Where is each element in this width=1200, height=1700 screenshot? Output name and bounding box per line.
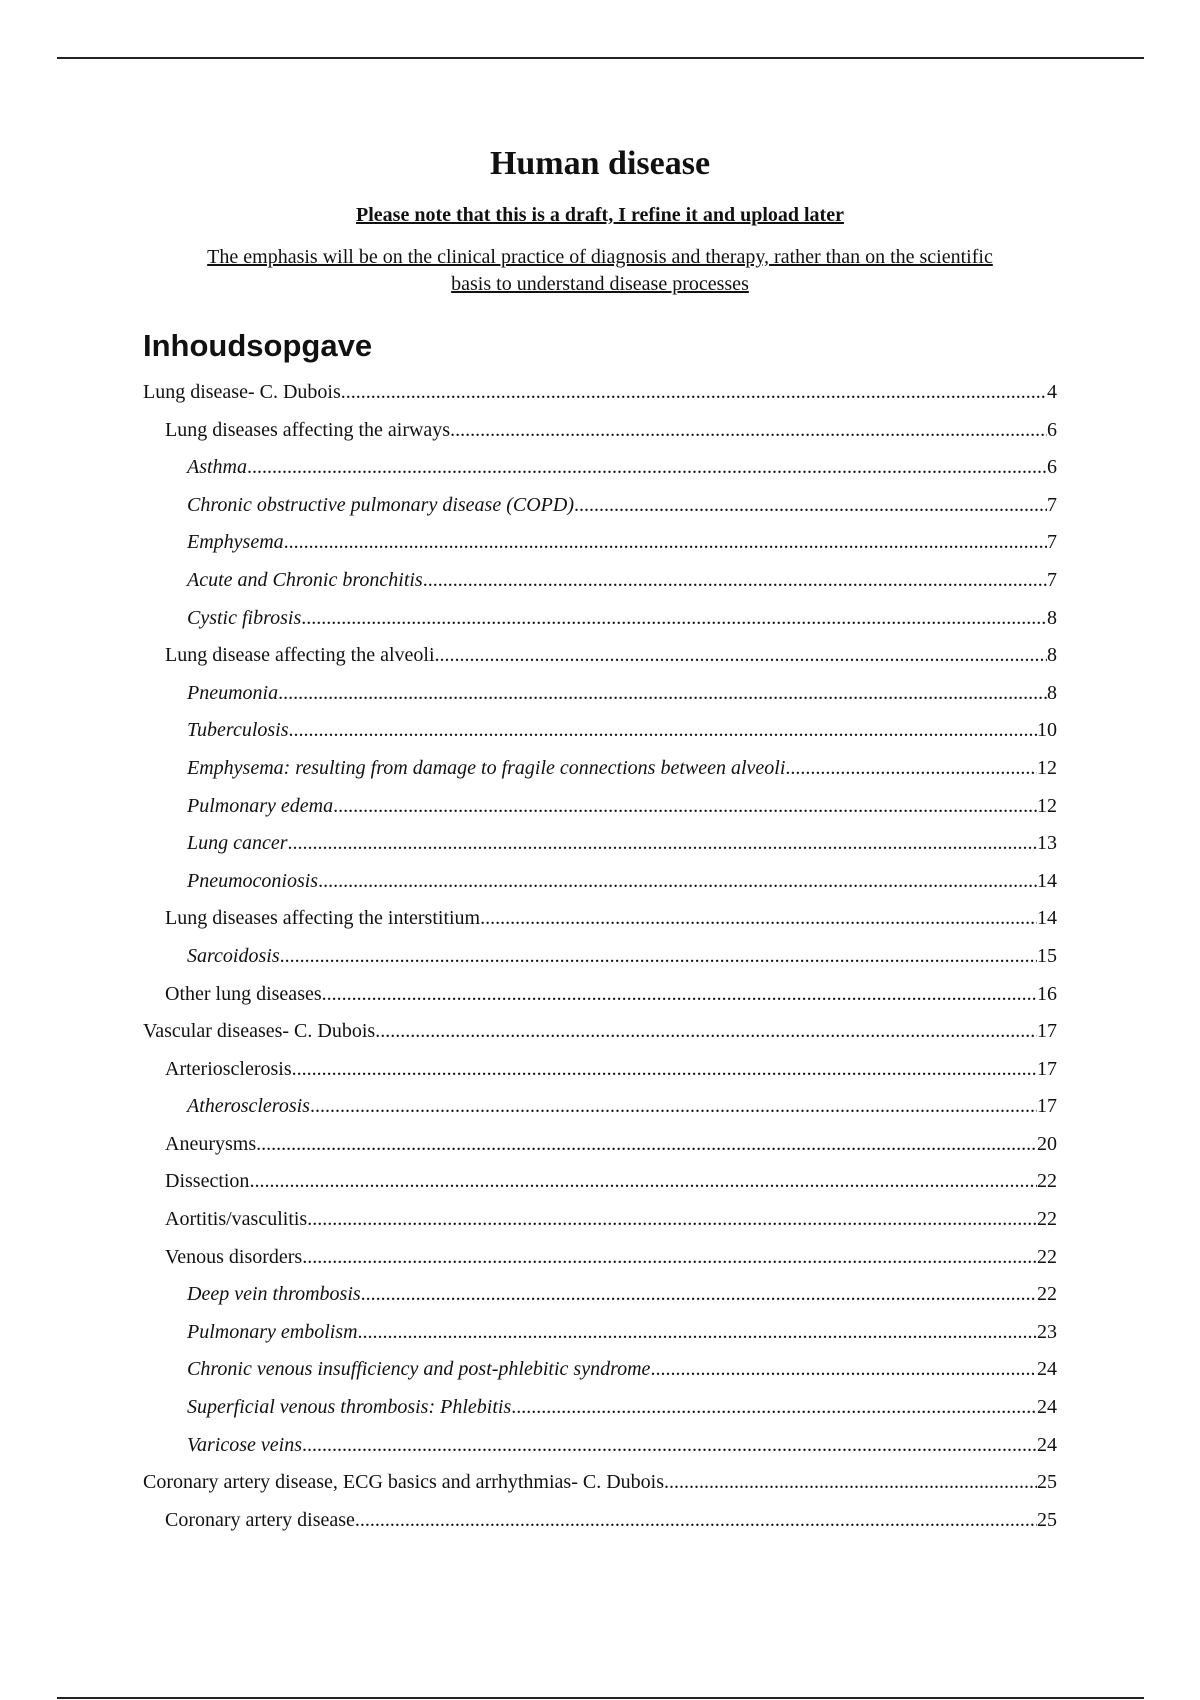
toc-entry-page-number: 10: [1037, 719, 1057, 742]
toc-dot-leader: [423, 562, 1047, 600]
toc-entry-page-number: 23: [1037, 1320, 1057, 1343]
emphasis-statement: [143, 244, 1057, 298]
toc-dot-leader: [280, 938, 1037, 976]
toc-entry[interactable]: [143, 1427, 1057, 1465]
toc-entry-page-number: 22: [1037, 1245, 1057, 1268]
document-header: [143, 142, 1057, 298]
toc-entry-page-number: 7: [1047, 568, 1057, 591]
document-title: Human disease: [489, 145, 711, 182]
toc-dot-leader: [574, 487, 1047, 525]
toc-entry-title: Emphysema: resulting from damage to fragile connections between alveoli: [187, 756, 786, 779]
toc-entry[interactable]: [143, 1126, 1057, 1164]
toc-entry[interactable]: [143, 449, 1057, 487]
toc-dot-leader: [664, 1464, 1037, 1502]
toc-entry-page-number: 14: [1037, 869, 1057, 892]
toc-entry[interactable]: [143, 675, 1057, 713]
toc-entry-title: Lung diseases affecting the interstitium: [165, 907, 481, 930]
toc-dot-leader: [450, 412, 1047, 450]
toc-dot-leader: [785, 750, 1037, 788]
toc-entry[interactable]: [143, 412, 1057, 450]
toc-dot-leader: [310, 1088, 1037, 1126]
toc-dot-leader: [302, 1427, 1037, 1465]
toc-entry-title: Superficial venous thrombosis: Phlebitis: [187, 1396, 512, 1419]
toc-entry[interactable]: [143, 524, 1057, 562]
toc-entry-page-number: 17: [1037, 1057, 1057, 1080]
toc-dot-leader: [292, 1051, 1037, 1089]
toc-dot-leader: [361, 1276, 1037, 1314]
toc-entry-title: Dissection: [165, 1170, 250, 1193]
toc-entry[interactable]: [143, 1314, 1057, 1352]
toc-entry-title: Arteriosclerosis: [165, 1057, 292, 1080]
toc-dot-leader: [301, 600, 1047, 638]
toc-dot-leader: [480, 900, 1037, 938]
toc-dot-leader: [341, 374, 1047, 412]
toc-heading: Inhoudsopgave: [143, 328, 373, 363]
toc-entry[interactable]: [143, 637, 1057, 675]
toc-entry-page-number: 6: [1047, 418, 1057, 441]
toc-entry[interactable]: [143, 825, 1057, 863]
toc-entry-page-number: 25: [1037, 1508, 1057, 1531]
toc-dot-leader: [307, 1201, 1037, 1239]
toc-dot-leader: [288, 825, 1037, 863]
emphasis-line-2: basis to understand disease processes: [451, 273, 749, 295]
toc-entry[interactable]: [143, 788, 1057, 826]
toc-entry-page-number: 8: [1047, 606, 1057, 629]
toc-entry[interactable]: [143, 1051, 1057, 1089]
toc-dot-leader: [511, 1389, 1037, 1427]
toc-entry-page-number: 7: [1047, 531, 1057, 554]
toc-entry[interactable]: [143, 938, 1057, 976]
toc-entry-title: Varicose veins: [187, 1433, 302, 1456]
toc-entry-page-number: 8: [1047, 681, 1057, 704]
toc-entry-title: Chronic obstructive pulmonary disease (COPD): [187, 493, 574, 516]
toc-entry[interactable]: [143, 1276, 1057, 1314]
toc-entry-title: Acute and Chronic bronchitis: [187, 568, 423, 591]
page-bottom-rule: [57, 1697, 1144, 1699]
toc-entry-title: Lung diseases affecting the airways: [165, 418, 451, 441]
toc-dot-leader: [284, 524, 1047, 562]
page-top-rule: [57, 57, 1144, 59]
toc-entry-title: Lung disease affecting the alveoli: [165, 644, 435, 667]
toc-entry-page-number: 12: [1037, 794, 1057, 817]
toc-entry[interactable]: [143, 1502, 1057, 1540]
toc-entry-page-number: 24: [1037, 1396, 1057, 1419]
toc-entry[interactable]: [143, 976, 1057, 1014]
toc-entry[interactable]: [143, 600, 1057, 638]
toc-entry[interactable]: [143, 1201, 1057, 1239]
toc-entry-page-number: 17: [1037, 1095, 1057, 1118]
toc-entry-page-number: 22: [1037, 1283, 1057, 1306]
toc-entry[interactable]: [143, 712, 1057, 750]
toc-entry-page-number: 24: [1037, 1358, 1057, 1381]
toc-entry-title: Vascular diseases- C. Dubois: [143, 1020, 376, 1043]
toc-entry-page-number: 22: [1037, 1208, 1057, 1231]
toc-dot-leader: [256, 1126, 1037, 1164]
toc-entry-title: Pulmonary embolism: [187, 1320, 358, 1343]
toc-entry-title: Aortitis/vasculitis: [165, 1208, 308, 1231]
toc-entry-page-number: 17: [1037, 1020, 1057, 1043]
toc-entry[interactable]: [143, 900, 1057, 938]
toc-entry-title: Tuberculosis: [187, 719, 289, 742]
toc-dot-leader: [322, 976, 1037, 1014]
toc-dot-leader: [650, 1351, 1037, 1389]
toc-entry[interactable]: [143, 487, 1057, 525]
toc-entry-title: Pneumonia: [187, 681, 279, 704]
toc-dot-leader: [247, 449, 1047, 487]
toc-entry-title: Atherosclerosis: [187, 1095, 310, 1118]
toc-entry-page-number: 15: [1037, 944, 1057, 967]
toc-dot-leader: [358, 1314, 1037, 1352]
toc-entry[interactable]: [143, 1088, 1057, 1126]
toc-dot-leader: [249, 1163, 1037, 1201]
toc-entry-page-number: 13: [1037, 832, 1057, 855]
toc-entry[interactable]: [143, 863, 1057, 901]
toc-entry-title: Venous disorders: [165, 1245, 303, 1268]
toc-entry[interactable]: [143, 1239, 1057, 1277]
toc-entry-title: Sarcoidosis: [187, 944, 280, 967]
toc-dot-leader: [435, 637, 1047, 675]
toc-dot-leader: [302, 1239, 1037, 1277]
toc-entry-page-number: 12: [1037, 756, 1057, 779]
toc-entry-page-number: 22: [1037, 1170, 1057, 1193]
toc-entry[interactable]: [143, 1389, 1057, 1427]
toc-entry-page-number: 24: [1037, 1433, 1057, 1456]
toc-entry-page-number: 7: [1047, 493, 1057, 516]
toc-entry[interactable]: [143, 374, 1057, 412]
toc-entry-page-number: 6: [1047, 456, 1057, 479]
toc-entry-page-number: 16: [1037, 982, 1057, 1005]
toc-entry-page-number: 20: [1037, 1132, 1057, 1155]
toc-entry-title: Pulmonary edema: [187, 794, 334, 817]
toc-entry-title: Asthma: [187, 456, 247, 479]
toc-entry-title: Lung disease- C. Dubois: [143, 381, 341, 403]
toc-entry[interactable]: [143, 1163, 1057, 1201]
toc-entry-page-number: 14: [1037, 907, 1057, 930]
toc-entry-title: Coronary artery disease: [165, 1508, 355, 1531]
draft-note: Please note that this is a draft, I refine it and upload later: [356, 204, 844, 226]
toc-entry-page-number: 8: [1047, 644, 1057, 667]
toc-entry-title: Other lung diseases: [165, 982, 322, 1005]
toc-entry-title: Lung cancer: [187, 832, 288, 855]
toc-entry-title: Coronary artery disease, ECG basics and arrhythmias- C. Dubois: [143, 1471, 664, 1494]
table-of-contents: [143, 374, 1057, 1539]
toc-entry-page-number: 4: [1047, 381, 1057, 403]
toc-entry-title: Cystic fibrosis: [187, 606, 302, 629]
toc-entry[interactable]: [143, 1013, 1057, 1051]
toc-entry[interactable]: [143, 562, 1057, 600]
toc-dot-leader: [278, 675, 1047, 713]
toc-dot-leader: [355, 1502, 1037, 1540]
toc-entry-title: Deep vein thrombosis: [187, 1283, 361, 1306]
toc-entry-title: Chronic venous insufficiency and post-phlebitic syndrome: [187, 1358, 651, 1381]
toc-entry[interactable]: [143, 750, 1057, 788]
toc-dot-leader: [289, 712, 1038, 750]
toc-dot-leader: [375, 1013, 1037, 1051]
toc-dot-leader: [318, 863, 1037, 901]
toc-entry-title: Pneumoconiosis: [187, 869, 319, 892]
toc-dot-leader: [333, 788, 1037, 826]
toc-entry-page-number: 25: [1037, 1471, 1057, 1494]
toc-entry[interactable]: [143, 1351, 1057, 1389]
toc-entry-title: Emphysema: [187, 531, 284, 554]
emphasis-line-1: The emphasis will be on the clinical practice of diagnosis and therapy, rather than on the scientific: [207, 246, 993, 268]
toc-entry[interactable]: [143, 1464, 1057, 1502]
toc-entry-title: Aneurysms: [165, 1132, 257, 1155]
